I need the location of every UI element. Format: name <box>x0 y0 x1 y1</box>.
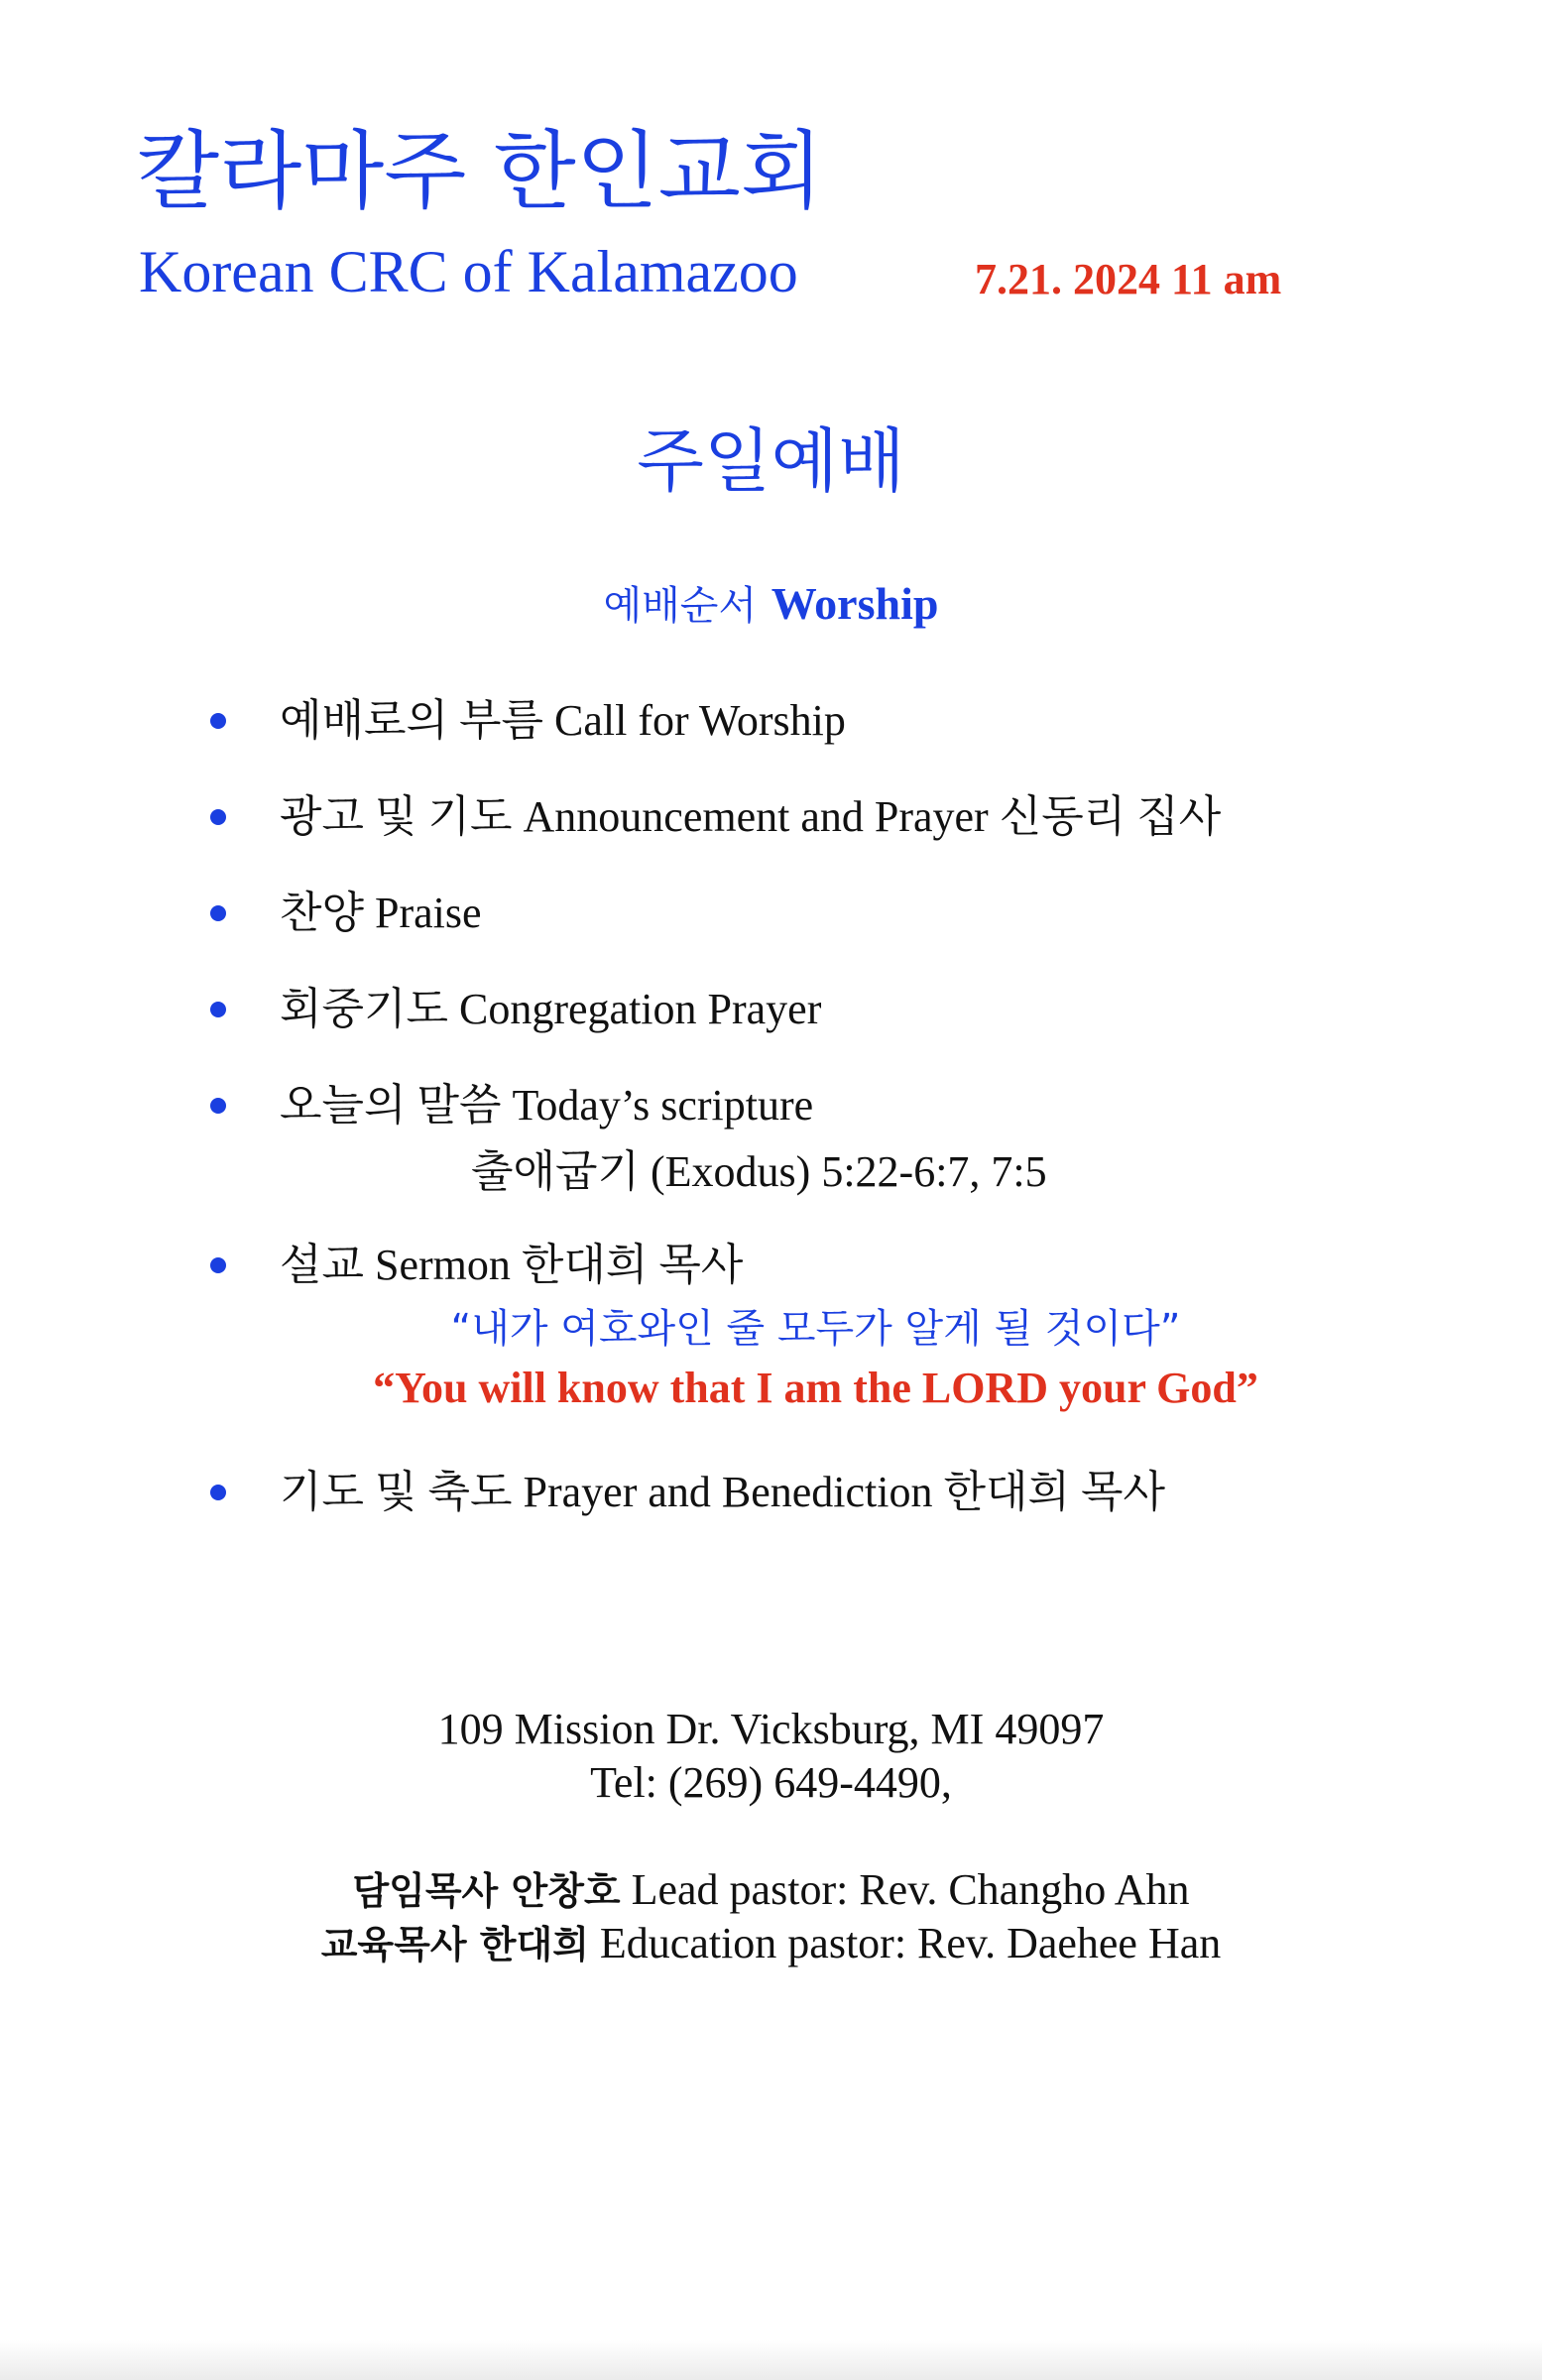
bullet-icon <box>210 1485 226 1500</box>
bullet-icon <box>210 1257 226 1273</box>
education-pastor-line <box>0 1916 1542 1972</box>
bullet-icon <box>210 809 226 825</box>
church-name-korean: 칼라마주 한인교회 <box>137 122 823 221</box>
service-date: 7.21. 2024 11 am <box>975 255 1282 303</box>
order-item-text: 기도 및 축도 Prayer and Benediction 한대희 목사 <box>280 1468 1166 1516</box>
church-phone: Tel: (269) 649-4490, <box>590 1758 952 1807</box>
education-pastor-korean: 교육목사 한대희 <box>320 1923 589 1966</box>
order-of-worship-heading <box>0 573 1542 636</box>
lead-pastor-line <box>0 1862 1542 1919</box>
service-title: 주일예배 <box>637 420 905 502</box>
order-item-scripture <box>0 1076 1542 1135</box>
order-item-benediction <box>0 1463 1542 1522</box>
order-item-call-for-worship <box>0 691 1542 751</box>
education-pastor-english: Education pastor: Rev. Daehee Han <box>599 1919 1222 1967</box>
order-item-congregation-prayer <box>0 980 1542 1039</box>
church-address: 109 Mission Dr. Vicksburg, MI 49097 <box>437 1705 1105 1753</box>
sermon-title-korean: “내가 여호와인 줄 모두가 알게 될 것이다” <box>450 1306 1181 1352</box>
bullet-icon <box>210 905 226 921</box>
order-item-text: 광고 및 기도 Announcement and Prayer 신동리 집사 <box>280 792 1222 841</box>
page-bottom-edge <box>0 2340 1542 2380</box>
order-heading-korean: 예배순서 <box>603 583 758 629</box>
order-item-text: 예배로의 부름 Call for Worship <box>280 696 846 745</box>
bullet-icon <box>210 1002 226 1017</box>
order-item-sermon <box>0 1236 1542 1295</box>
order-heading-english: Worship <box>771 578 939 629</box>
order-item-text: 설교 Sermon 한대희 목사 <box>280 1241 744 1289</box>
order-item-praise <box>0 884 1542 943</box>
lead-pastor-korean: 담임목사 안창호 <box>352 1869 621 1913</box>
sermon-title-english: “You will know that I am the LORD your God” <box>373 1364 1258 1412</box>
bullet-icon <box>210 1098 226 1114</box>
order-item-text: 회중기도 Congregation Prayer <box>280 985 822 1033</box>
order-item-announcement <box>0 787 1542 847</box>
lead-pastor-english: Lead pastor: Rev. Changho Ahn <box>631 1865 1190 1914</box>
scripture-reference: 출애굽기 (Exodus) 5:22-6:7, 7:5 <box>471 1147 1047 1196</box>
order-item-text: 오늘의 말씀 Today’s scripture <box>280 1081 814 1130</box>
order-item-text: 찬양 Praise <box>280 889 482 937</box>
bullet-icon <box>210 713 226 729</box>
church-name-english: Korean CRC of Kalamazoo <box>139 239 798 304</box>
